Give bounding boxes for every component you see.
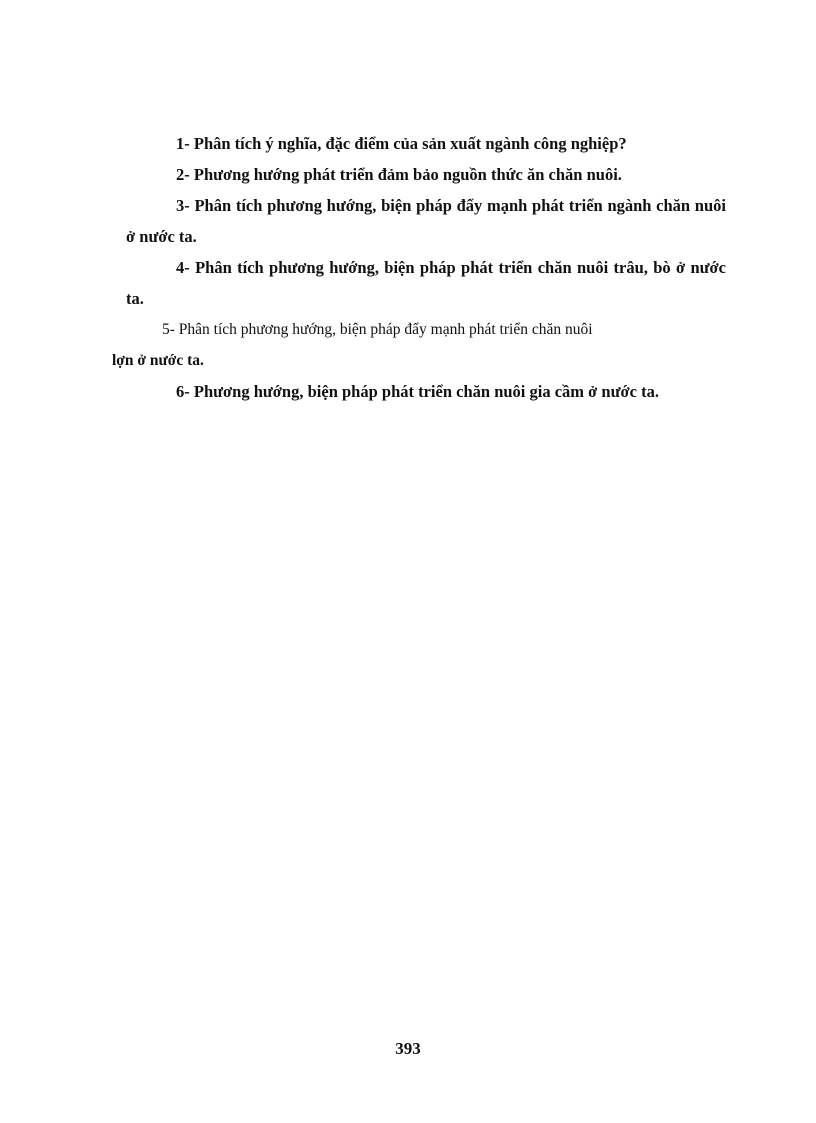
question-3: 3- Phân tích phương hướng, biện pháp đẩy mạnh phát triển ngành chăn nuôi ở nước ta. (126, 196, 726, 246)
page-number: 393 (395, 1039, 421, 1058)
question-2: 2- Phương hướng phát triển đảm bảo nguồn thức ăn chăn nuôi. (176, 165, 622, 184)
question-5-line-1: 5- Phân tích phương hướng, biện pháp đẩy mạnh phát triển chăn nuôi (162, 321, 593, 338)
question-6: 6- Phương hướng, biện pháp phát triển chăn nuôi gia cầm ở nước ta. (176, 382, 659, 401)
question-list (112, 128, 726, 407)
question-5 (112, 314, 726, 376)
question-5-line-2: lợn ở nước ta. (112, 352, 204, 369)
question-4: 4- Phân tích phương hướng, biện pháp phát triển chăn nuôi trâu, bò ở nước ta. (126, 258, 726, 308)
question-1: 1- Phân tích ý nghĩa, đặc điểm của sản xuất ngành công nghiệp? (176, 134, 627, 153)
